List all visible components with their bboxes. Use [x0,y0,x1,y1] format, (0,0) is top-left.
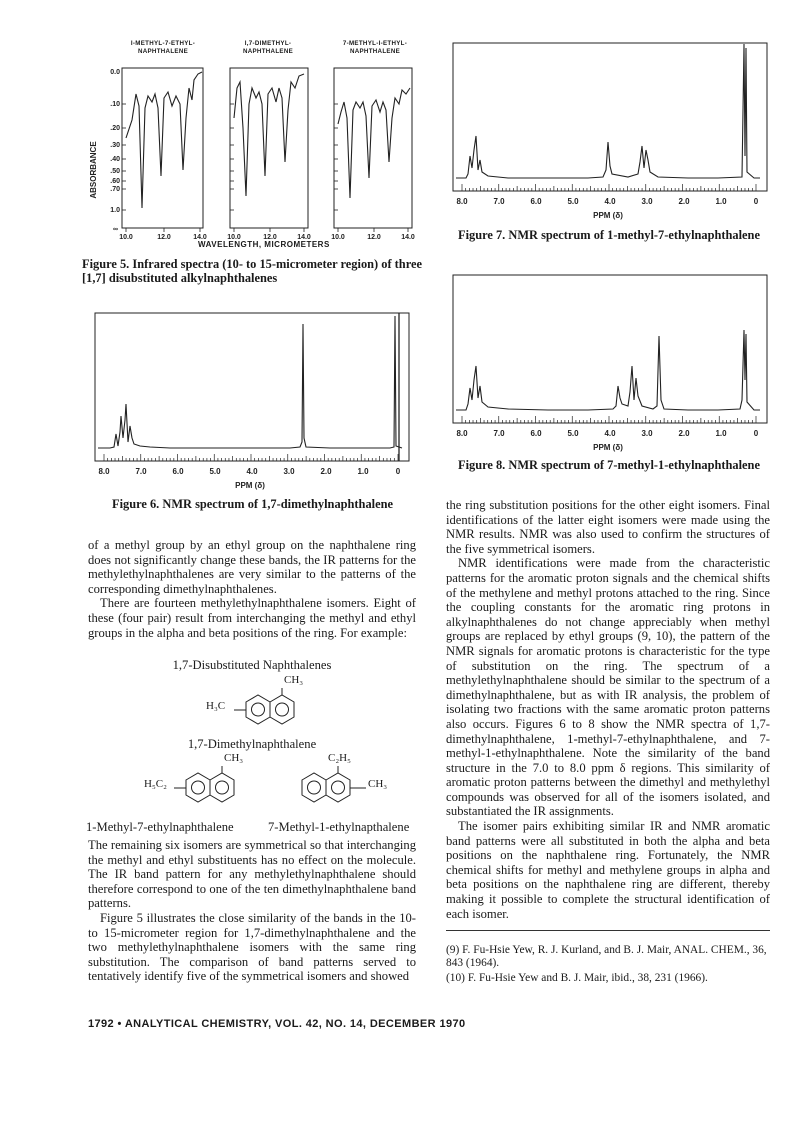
ir-header-2: I,7-DIMETHYL- NAPHTHALENE [242,40,294,55]
nmr7-xtick: 1.0 [715,197,727,206]
right-paragraph-2: NMR identifications were made from the characteristic patterns for the aromatic proton signals and the chemical shifts of the methylene and methyl protons attached to the ring. Since the coupling constants for the aromatic ring protons in alkylnaphthalenes do not change appreciably when methyl groups are replaced by ethyl groups (9, 10), the pattern of the NMR signals for aromatic protons is characteristic for the type of substitution on the ring. The spectrum of a methylethylnaphthalene should be similar to the spectrum of a dimethylnaphthalene, but as with IR analysis, the problem of isolating two fractions with the same aromatic proton patterns also occurs. Figures 6 to 8 show the NMR spectra of 1,7-dimethylnaphthalene, 1-methyl-7-ethylnaphthalene, and 7-methyl-1-ethylnaphthalene. Note the similarity of the band structure in the 7.0 to 8.0 ppm δ regions. This similarity of aromatic proton patterns between the dimethyl and methylethyl compounds was observed for all of the isomers isolated, and substantiated the IR assignments. [446,556,770,819]
ir-panel-2 [230,68,308,228]
ir-header-3: 7-METHYL-I-ETHYL- NAPHTHALENE [342,40,408,55]
s3-top-label: C₂H₅ [328,752,351,764]
ir-xtick: 14.0 [401,234,415,241]
nmr-figure-6 [90,308,420,493]
nmr7-xtick: 6.0 [530,197,542,206]
nmr8-xtick: 2.0 [678,429,690,438]
ir-spectra-figure [84,58,424,248]
ir-xtick: 14.0 [297,234,311,241]
naphthalene-ring-icon [298,766,374,810]
ir-panel-1 [122,68,203,228]
nmr6-xtick: 3.0 [283,467,295,476]
nmr7-xtick: 0 [753,197,759,206]
nmr6-xtick: 5.0 [209,467,221,476]
figure8-caption [458,458,788,472]
ir-ytick: .70 [110,186,120,193]
figure6-text: NMR spectrum of 1,7-dimethylnaphthalene [162,497,393,511]
left-paragraph-4: Figure 5 illustrates the close similarity of the bands in the 10- to 15-micrometer region for 1,7-dimethylnaphthalene and the two methylethylnaphthalene isomers with the same ring substitution. The comparison of band patterns served to tentatively identify five of the symmetrical isomers and showed [88,910,416,984]
figure8-text: NMR spectrum of 7-methyl-1-ethylnaphthalene [508,458,760,472]
ir-xtick: 12.0 [157,234,171,241]
figure5-label: Figure 5. [82,257,130,271]
ir-ytick: .40 [110,156,120,163]
nmr8-xtick: 8.0 [456,429,468,438]
nmr8-xlabel: PPM (δ) [593,443,623,452]
s3-right-label: CH₃ [368,778,388,790]
figure7-text: NMR spectrum of 1-methyl-7-ethylnaphthalene [508,228,760,242]
ir-xtick: 10.0 [227,234,241,241]
nmr-figure-8 [448,270,778,455]
naphthalene-ring-icon [174,766,244,810]
nmr6-xtick: 7.0 [135,467,147,476]
figure8-label: Figure 8. [458,458,506,472]
nmr8-xtick: 0 [753,429,759,438]
nmr7-xtick: 3.0 [641,197,653,206]
left-paragraph-1: of a methyl group by an ethyl group on the naphthalene ring does not significantly change these bands, the IR patterns for the methylethylnaphthalenes are very similar to the patterns of the corresponding dimethylnaphthalenes. [88,538,416,596]
nmr-figure-7 [448,38,778,223]
ir-ytick: .30 [110,142,120,149]
nmr8-xtick: 6.0 [530,429,542,438]
nmr8-xtick: 4.0 [604,429,616,438]
left-paragraph-2: There are fourteen methylethylnaphthalene isomers. Eight of these (four pair) result from interchanging the methyl and ethyl groups in the alpha and beta positions of the ring. For example: [88,596,416,640]
ir-xtick: 14.0 [193,234,207,241]
ir-panel-3 [334,68,412,228]
s1-top-label: CH₃ [284,674,304,686]
nmr8-xtick: 7.0 [493,429,505,438]
naphthalene-ring-icon [234,688,304,732]
ir-ytick: .20 [110,125,120,132]
references [446,944,770,985]
ir-ytick: .50 [110,168,120,175]
structure-dimethyl [200,676,330,736]
ir-xtick: 12.0 [263,234,277,241]
ir-ytick: 0.0 [110,69,120,76]
nmr6-xtick: 8.0 [98,467,110,476]
ir-xtick: 10.0 [331,234,345,241]
nmr6-xtick: 2.0 [320,467,332,476]
nmr7-xtick: 7.0 [493,197,505,206]
s1-name: 1,7-Dimethylnaphthalene [187,737,317,751]
nmr7-xtick: 8.0 [456,197,468,206]
structure-ethyl-methyl [292,752,422,814]
ir-xlabel: WAVELENGTH, MICROMETERS [198,240,330,249]
nmr8-xtick: 5.0 [567,429,579,438]
right-paragraph-1: the ring substitution positions for the other eight isomers. Final identifications of the latter eight isomers were made using the NMR results. NMR was also used to confirm the structures of the five symmetrical isomers. [446,498,770,556]
right-paragraph-3: The isomer pairs exhibiting similar IR and NMR aromatic band patterns were all substituted in both the alpha and beta positions on the naphthalene ring. Fortunately, the NMR chemical shifts for methyl and methylene groups in alpha and beta positions on the naphthalene ring are different, thereby making it possible to complete the structural identification of each isomer. [446,819,770,921]
reference-10: (10) F. Fu-Hsie Yew and B. J. Mair, ibid., 38, 231 (1966). [446,972,708,984]
ir-xtick: 10.0 [119,234,133,241]
nmr6-xtick: 0 [395,467,401,476]
ir-ylabel: ABSORBANCE [89,141,98,199]
s3-name: 7-Methyl-1-ethylnapthalene [268,820,410,834]
page-footer: 1792 • ANALYTICAL CHEMISTRY, VOL. 42, NO. 14, DECEMBER 1970 [88,1018,466,1030]
references-rule [446,930,770,931]
nmr8-xtick: 3.0 [641,429,653,438]
structure-methyl-ethyl [142,752,272,814]
s2-top-label: CH₃ [224,752,244,764]
reference-9: (9) F. Fu-Hsie Yew, R. J. Kurland, and B. J. Mair, ANAL. CHEM., 36, 843 (1964). [446,944,767,969]
figure5-text: Infrared spectra (10- to 15-micrometer region) of three [1,7] disubstituted alkylnaphthalenes [82,257,422,285]
figure6-label: Figure 6. [112,497,160,511]
nmr8-xtick: 1.0 [715,429,727,438]
figure7-caption [458,228,788,242]
nmr6-xlabel: PPM (δ) [235,481,265,490]
right-column [446,498,770,921]
figure5-caption [82,257,424,285]
left-paragraph-3: The remaining six isomers are symmetrical so that interchanging the methyl and ethyl substituents has no effect on the molecule. The IR band pattern for any methylethylnaphthalene should therefore correspond to one of the ten dimethylnaphthalene band patterns. [88,838,416,911]
figure7-label: Figure 7. [458,228,506,242]
ir-xtick: 12.0 [367,234,381,241]
left-column-lower [88,838,416,984]
nmr7-xtick: 2.0 [678,197,690,206]
scheme-title: 1,7-Disubstituted Naphthalenes [172,658,332,672]
s2-name: 1-Methyl-7-ethylnaphthalene [86,820,234,834]
nmr6-xtick: 4.0 [246,467,258,476]
s2-left-label: H₅C₂ [144,778,167,790]
ir-header-1: I-METHYL-7-ETHYL- NAPHTHALENE [130,40,196,55]
ir-ytick: .10 [110,101,120,108]
ir-ytick: .60 [110,178,120,185]
nmr7-xlabel: PPM (δ) [593,211,623,220]
ir-ytick: ∞ [113,226,118,233]
nmr6-xtick: 1.0 [357,467,369,476]
s1-left-label: H₃C [206,700,226,712]
nmr7-xtick: 4.0 [604,197,616,206]
figure6-caption [112,497,432,511]
left-column-upper [88,538,416,640]
nmr7-xtick: 5.0 [567,197,579,206]
nmr6-xtick: 6.0 [172,467,184,476]
ir-ytick: 1.0 [110,207,120,214]
